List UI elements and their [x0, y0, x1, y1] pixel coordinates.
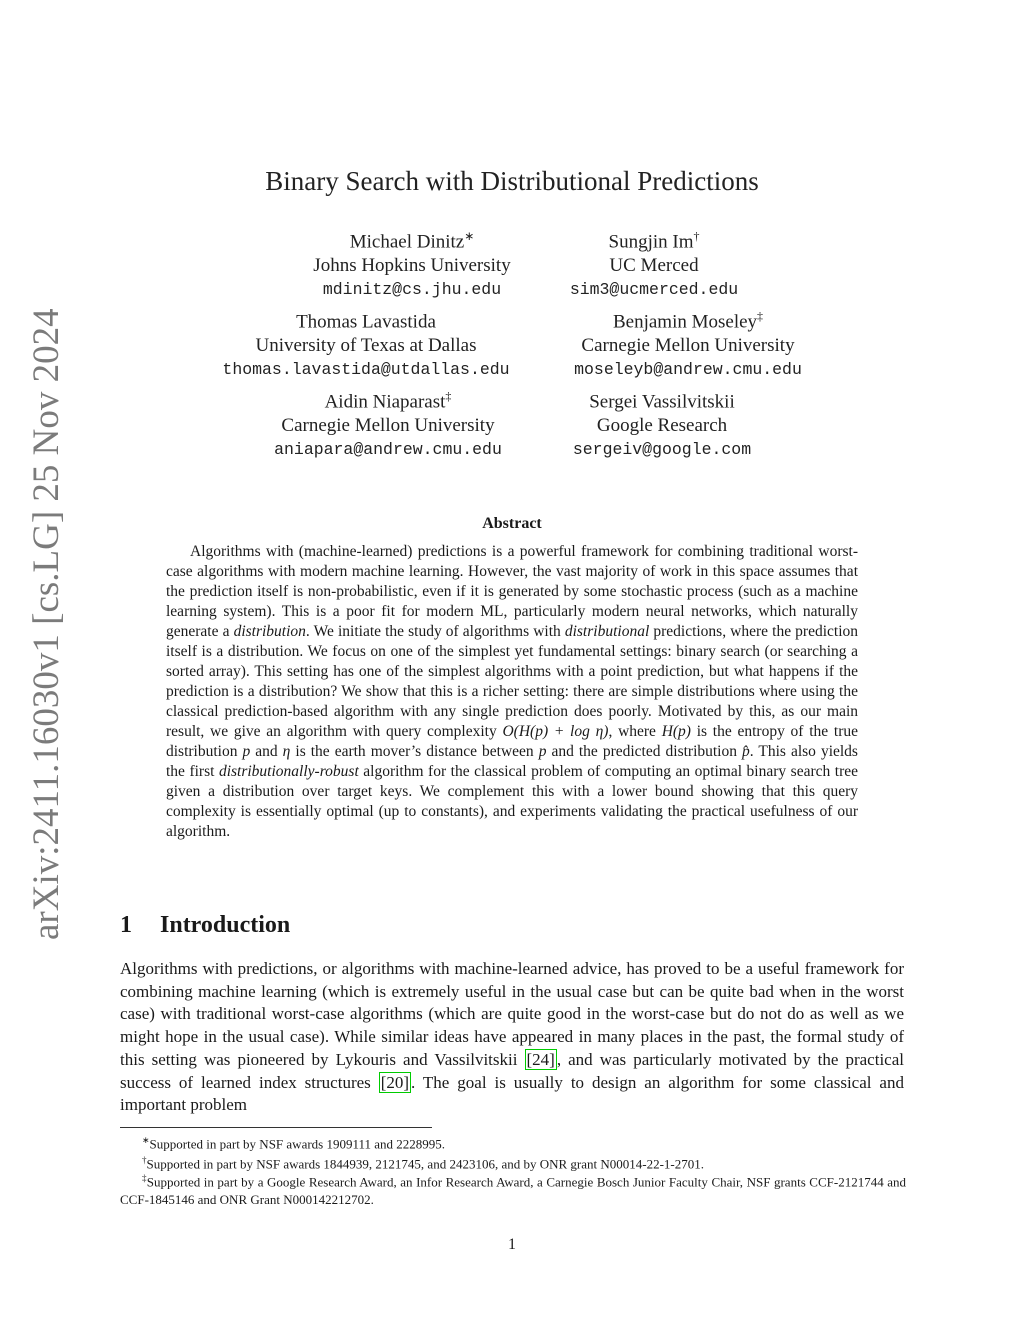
intro-paragraph: Algorithms with predictions, or algorithms with machine-learned advice, has proved to be a useful framework for combining machine learning (which is extremely useful in the usual case but can be quite bad when in the worst case) with traditional worst-case algorithms (which are quite good in the worst-case but do not do as well as we might hope in the usual case). While similar ideas have appeared in many places in the past, the formal study of this setting was pioneered by Lykouris and Vassilvitskii [24] , and was particularly motivated by the practical success of learned index structures [20] . The goal is usually to design an algorithm for some classical and important problem	[120, 959, 904, 1115]
author-block	[518, 304, 858, 382]
author-mark: ∗	[464, 229, 475, 243]
author-name: Sergei Vassilvitskii	[589, 391, 735, 413]
author-affiliation: Johns Hopkins University	[313, 255, 511, 277]
author-affiliation: University of Texas at Dallas	[255, 335, 477, 357]
author-affiliation: Google Research	[596, 415, 728, 437]
author-affiliation: Carnegie Mellon University	[281, 415, 495, 437]
footnote-rule	[120, 1127, 432, 1128]
footnote: ∗Supported in part by NSF awards 1909111 and 2228995.	[142, 1135, 446, 1152]
author-email[interactable]: aniapara@andrew.cmu.edu	[274, 440, 502, 460]
footnote: ‡Supported in part by a Google Research Award, an Infor Research Award, a Carnegie Bosch Junior Faculty Chair, NSF grants CCF-2121744 and CCF-1845146 and ONR Grant N000142212702.	[120, 1173, 907, 1208]
citation-link[interactable]: [24]	[526, 1049, 555, 1069]
author-mark: ‡	[757, 309, 764, 323]
author-affiliation: UC Merced	[609, 255, 699, 277]
paper-title: Binary Search with Distributional Predictions	[265, 166, 759, 196]
section-number: 1	[120, 912, 132, 938]
author-name: Aidin Niaparast	[324, 391, 446, 413]
author-email[interactable]: moseleyb@andrew.cmu.edu	[574, 360, 802, 380]
author-block	[484, 224, 824, 302]
footnote: †Supported in part by NSF awards 1844939, 2121745, and 2423106, and by ONR grant N00014-22-1-2701.	[142, 1155, 705, 1172]
author-name: Thomas Lavastida	[296, 311, 436, 333]
author-email[interactable]: sergeiv@google.com	[572, 440, 752, 460]
page-number: 1	[508, 1236, 516, 1253]
section-heading	[120, 912, 290, 939]
author-affiliation: Carnegie Mellon University	[581, 335, 795, 357]
author-block	[196, 304, 536, 382]
author-mark: †	[693, 229, 700, 243]
author-name: Michael Dinitz	[349, 231, 465, 253]
citation-link[interactable]: [20]	[380, 1072, 410, 1092]
author-name: Sungjin Im	[608, 231, 694, 253]
author-email[interactable]: sim3@ucmerced.edu	[569, 280, 739, 300]
author-name: Benjamin Moseley	[612, 311, 758, 333]
arxiv-stamp: arXiv:2411.16030v1 [cs.LG] 25 Nov 2024	[26, 308, 67, 940]
section-title: Introduction	[160, 912, 291, 938]
author-email[interactable]: thomas.lavastida@utdallas.edu	[222, 360, 510, 380]
abstract-heading: Abstract	[482, 515, 542, 532]
abstract-text: Algorithms with (machine-learned) predictions is a powerful framework for combining traditional worst-case algorithms with modern machine learning. However, the vast majority of work in this space assumes that the prediction itself is non-probabilistic, even if it is generated by some stochastic process (such as a machine learning system). This is a poor fit for modern ML, particularly modern neural networks, which naturally generate a distribution. We initiate the study of algorithms with distributional predictions, where the prediction itself is a distribution. We focus on one of the simplest yet fundamental settings: binary search (or searching a sorted array). This setting has one of the simplest algorithms with a point prediction, but what happens if the prediction is a distribution? We show that this is a richer setting: there are simple distributions where using the classical prediction-based algorithm with any single prediction does poorly. Motivated by this, as our main result, we give an algorithm with query complexity O(H(p) + log η), where H(p) is the entropy of the true distribution p and η is the earth mover’s distance between p and the predicted distribution p̂. This also yields the first distributionally-robust algorithm for the classical problem of computing an optimal binary search tree given a distribution over target keys. We complement this with a lower bound showing that this query complexity is essentially optimal (up to constants), and experiments validating the practical usefulness of our algorithm.	[166, 543, 858, 840]
author-email[interactable]: mdinitz@cs.jhu.edu	[322, 280, 502, 300]
author-mark: ‡	[445, 389, 452, 403]
author-block	[492, 384, 832, 462]
